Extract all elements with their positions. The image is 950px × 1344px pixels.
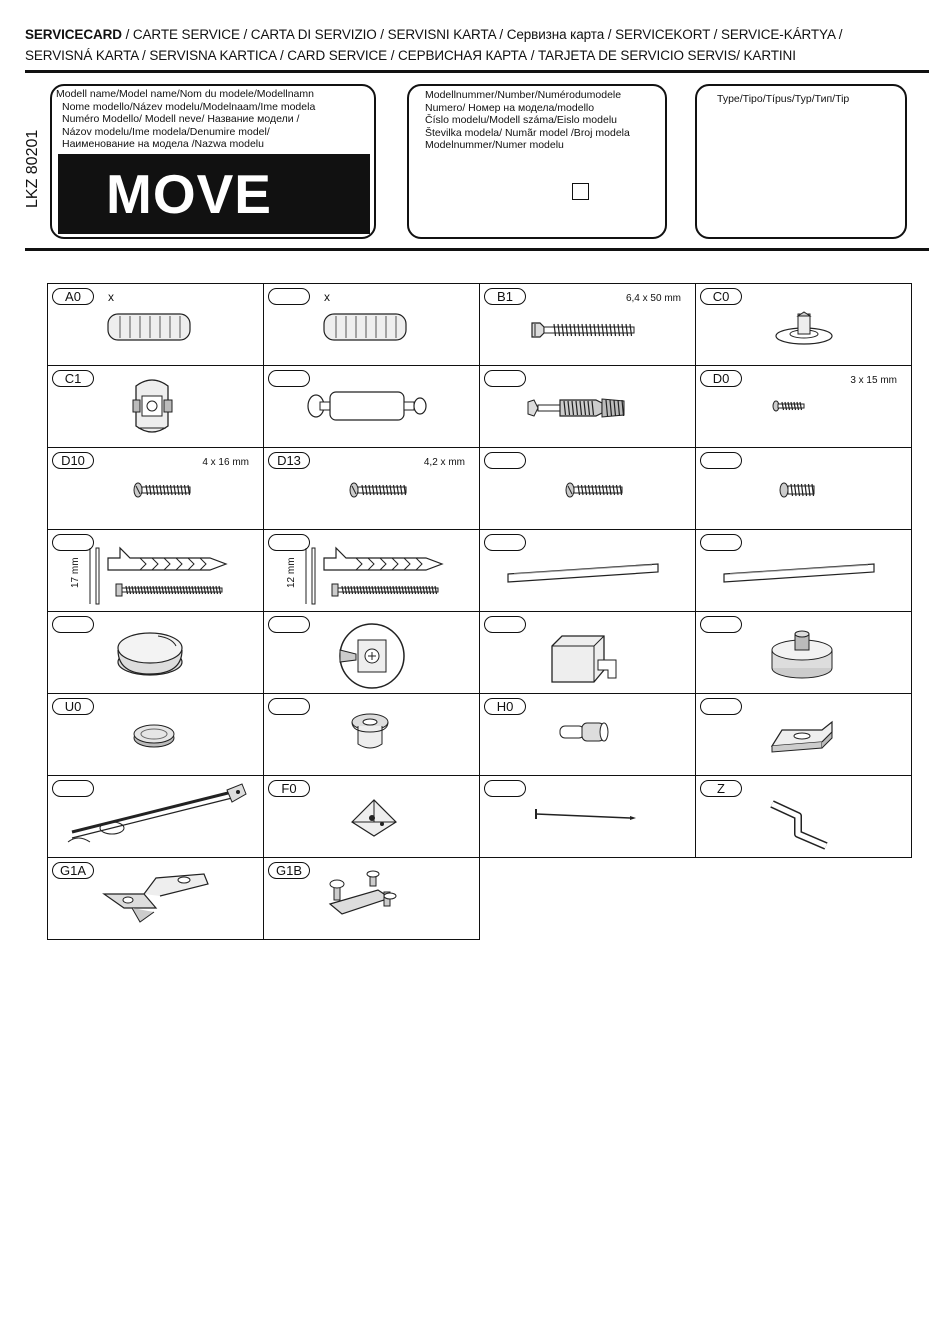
part-cell [47,529,264,612]
part-vertical-dimension: 12 mm [286,557,297,588]
part-cell [479,529,696,612]
model-label-line: Numéro Modello/ Modell neve/ Название модели / [62,113,300,125]
part-cell [479,693,696,776]
part-cell [479,365,696,448]
model-name-box [50,84,376,239]
part-code-badge [484,534,526,551]
part-cell [263,611,480,694]
part-code-badge: C0 [700,288,742,305]
side-product-code: LKZ 80201 [24,129,41,208]
part-cell [695,775,912,858]
part-code-badge: D0 [700,370,742,387]
part-code-badge: A0 [52,288,94,305]
part-code-badge [52,780,94,797]
part-quantity: x [108,290,114,304]
part-code-badge: U0 [52,698,94,715]
header-line-1 [25,24,935,45]
part-code-badge [484,780,526,797]
part-vertical-dimension: 17 mm [70,557,81,588]
model-name-value: MOVE [58,154,370,234]
part-cell [47,365,264,448]
part-code-badge [484,370,526,387]
header-line-2: SERVISNÁ KARTA / SERVISNA KARTICA / CARD SERVICE / СЕРВИСНАЯ КАРТА / TARJETA DE SERVICIO SERVIS/ KARTINI [25,48,796,63]
part-code-badge [268,534,310,551]
part-code-badge: G1A [52,862,94,879]
type-box [695,84,907,239]
model-number-box [407,84,667,239]
model-name-labels [56,88,315,151]
part-cell [479,775,696,858]
part-code-badge: D10 [52,452,94,469]
section-divider [25,248,929,251]
part-code-badge: H0 [484,698,526,715]
part-cell [263,529,480,612]
part-code-badge [268,370,310,387]
part-cell [695,447,912,530]
part-code-badge [484,452,526,469]
part-code-badge [700,452,742,469]
part-cell [695,529,912,612]
part-code-badge [700,534,742,551]
part-code-badge [484,616,526,633]
part-cell [695,693,912,776]
number-label-line: Modellnummer/Number/Numérodumodele [425,89,622,101]
part-dimension: 4,2 x mm [423,457,465,468]
part-cell [263,283,480,366]
part-cell [479,447,696,530]
model-number-labels [425,89,630,152]
model-label-line: Nome modello/Název modelu/Modelnaam/Ime modela [62,100,316,113]
part-code-badge [268,616,310,633]
part-code-badge: C1 [52,370,94,387]
part-code-badge [700,616,742,633]
part-cell [263,857,480,940]
part-dimension: 4 x 16 mm [202,457,249,468]
model-label-line: Наименование на модела /Nazwa modelu [62,138,264,150]
model-label-line: Modell name/Model name/Nom du modele/Modellnamn [56,88,314,100]
part-dimension: 6,4 x 50 mm [625,293,681,304]
number-label-line: Numero/ Номер на модела/modello [425,101,595,114]
part-code-badge: D13 [268,452,310,469]
part-cell [47,693,264,776]
number-label-line: Číslo modelu/Modell száma/Eislo modelu [425,114,617,126]
part-cell [47,447,264,530]
part-cell [263,365,480,448]
service-card-header [25,24,935,66]
part-cell [263,775,480,858]
part-code-badge: Z [700,780,742,797]
part-cell [479,611,696,694]
part-code-badge [268,698,310,715]
part-cell [47,283,264,366]
part-cell [47,775,264,858]
part-cell [695,283,912,366]
part-code-badge [52,534,94,551]
part-code-badge: G1B [268,862,310,879]
part-code-badge [700,698,742,715]
model-number-checkbox[interactable] [572,183,589,200]
part-code-badge [52,616,94,633]
part-cell [695,365,912,448]
header-divider [25,70,929,73]
part-code-badge: F0 [268,780,310,797]
part-code-badge: B1 [484,288,526,305]
parts-grid [47,283,911,942]
part-quantity: x [324,290,330,304]
part-cell [479,283,696,366]
part-cell [47,611,264,694]
header-line-1-rest: / CARTE SERVICE / CARTA DI SERVIZIO / SERVISNI KARTA / Сервизна карта / SERVICEKORT / SERVICE-KÁRTYA / [121,27,843,42]
number-label-line: Modelnummer/Numer modelu [425,139,564,151]
header-title-bold: SERVICECARD [25,27,122,42]
part-cell [263,447,480,530]
part-code-badge [268,288,310,305]
part-cell [695,611,912,694]
type-label: Type/Tipo/Típus/Typ/Тип/Tip [717,93,850,105]
part-cell [263,693,480,776]
part-dimension: 3 x 15 mm [850,375,897,386]
number-label-line: Številka modela/ Numãr model /Broj modela [425,126,630,139]
model-label-line: Názov modelu/Ime modela/Denumire model/ [62,125,270,138]
part-cell [47,857,264,940]
